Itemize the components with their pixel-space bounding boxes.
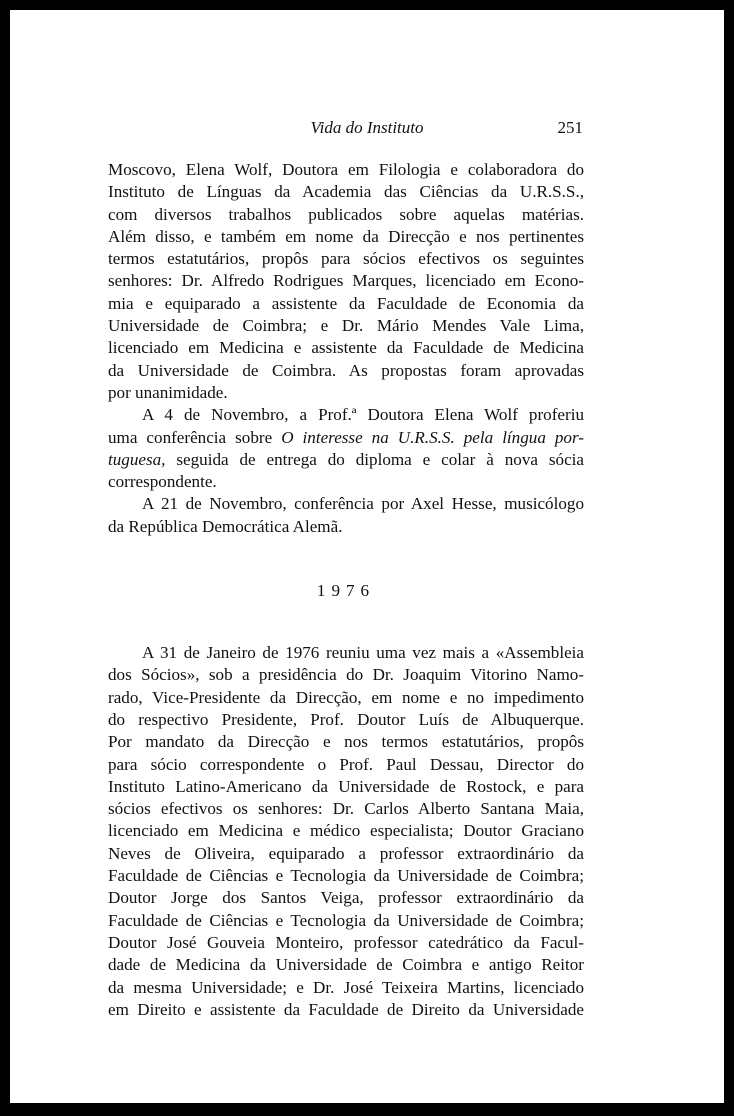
page-header <box>10 118 724 140</box>
text-line: sócios efectivos os senhores: Dr. Carlos Alberto Santana Maia, <box>108 799 584 819</box>
text-line: Faculdade de Ciências e Tecnologia da Universidade de Coimbra; <box>108 866 584 886</box>
text-line: Neves de Oliveira, equiparado a professor extraordinário da <box>108 843 584 863</box>
text-line: Universidade de Coimbra; e Dr. Mário Mendes Vale Lima, <box>108 316 584 336</box>
text-line <box>108 427 584 449</box>
text-line: Instituto de Línguas da Academia das Ciências da U.R.S.S., <box>108 182 584 202</box>
paragraph <box>108 159 584 404</box>
text-line: Por mandato da Direcção e nos termos estatutários, propôs <box>108 732 584 752</box>
section-year: 1976 <box>316 581 376 601</box>
page-number: 251 <box>557 118 583 137</box>
text-line: Doutor Jorge dos Santos Veiga, professor extraordinário da <box>108 888 584 908</box>
text-line: mia e equiparado a assistente da Faculdade de Economia da <box>108 293 584 313</box>
text-line: Faculdade de Ciências e Tecnologia da Universidade de Coimbra; <box>108 910 584 930</box>
paragraph <box>108 493 584 538</box>
text-line: em Direito e assistente da Faculdade de Direito da Universidade <box>108 999 584 1019</box>
text-line: correspondente. <box>108 472 217 492</box>
text-run: seguida de entrega do diploma e colar à nova sócia <box>165 449 584 469</box>
text-line: por unanimidade. <box>108 382 228 402</box>
text-line: da Universidade de Coimbra. As propostas foram aprovadas <box>108 360 584 380</box>
page <box>10 10 724 1103</box>
text-line: A 31 de Janeiro de 1976 reuniu uma vez mais a «Assembleia <box>142 643 584 663</box>
text-line: Além disso, e também em nome da Direcção e nos pertinentes <box>108 226 584 246</box>
text-line: termos estatutários, propôs para sócios efectivos os seguintes <box>108 249 584 269</box>
paragraph <box>108 642 584 1021</box>
lecture-title-cont: tuguesa, <box>108 449 166 469</box>
text-line: rado, Vice-Presidente da Direcção, em nome e no impedimento <box>108 687 584 707</box>
text-line: licenciado em Medicina e médico especialista; Doutor Graciano <box>108 821 584 841</box>
text-line: do respectivo Presidente, Prof. Doutor Luís de Albuquerque. <box>108 709 584 729</box>
running-title: Vida do Instituto <box>310 118 424 137</box>
text-run: uma conferência sobre <box>108 427 282 447</box>
text-line: da República Democrática Alemã. <box>108 516 343 536</box>
text-line: com diversos trabalhos publicados sobre aquelas matérias. <box>108 204 584 224</box>
paragraph <box>108 404 584 493</box>
lecture-title: O interesse na U.R.S.S. pela língua por- <box>281 427 584 447</box>
text-line: dade de Medicina da Universidade de Coimbra e antigo Reitor <box>108 955 584 975</box>
body-text <box>108 159 584 1021</box>
text-line: dos Sócios», sob a presidência do Dr. Joaquim Vitorino Namo- <box>108 665 584 685</box>
text-line: licenciado em Medicina e assistente da Faculdade de Medicina <box>108 338 584 358</box>
text-line: A 21 de Novembro, conferência por Axel Hesse, musicólogo <box>142 494 584 514</box>
text-line: A 4 de Novembro, a Prof.ª Doutora Elena Wolf proferiu <box>142 405 584 425</box>
text-line: Moscovo, Elena Wolf, Doutora em Filologia e colaboradora do <box>108 160 584 179</box>
text-line: Doutor José Gouveia Monteiro, professor catedrático da Facul- <box>108 932 584 952</box>
text-line <box>108 449 584 471</box>
text-line: Instituto Latino-Americano da Universidade de Rostock, e para <box>108 776 584 796</box>
text-line: senhores: Dr. Alfredo Rodrigues Marques, licenciado em Econo- <box>108 271 584 291</box>
text-line: da mesma Universidade; e Dr. José Teixeira Martins, licenciado <box>108 977 584 997</box>
text-line: para sócio correspondente o Prof. Paul Dessau, Director do <box>108 754 584 774</box>
